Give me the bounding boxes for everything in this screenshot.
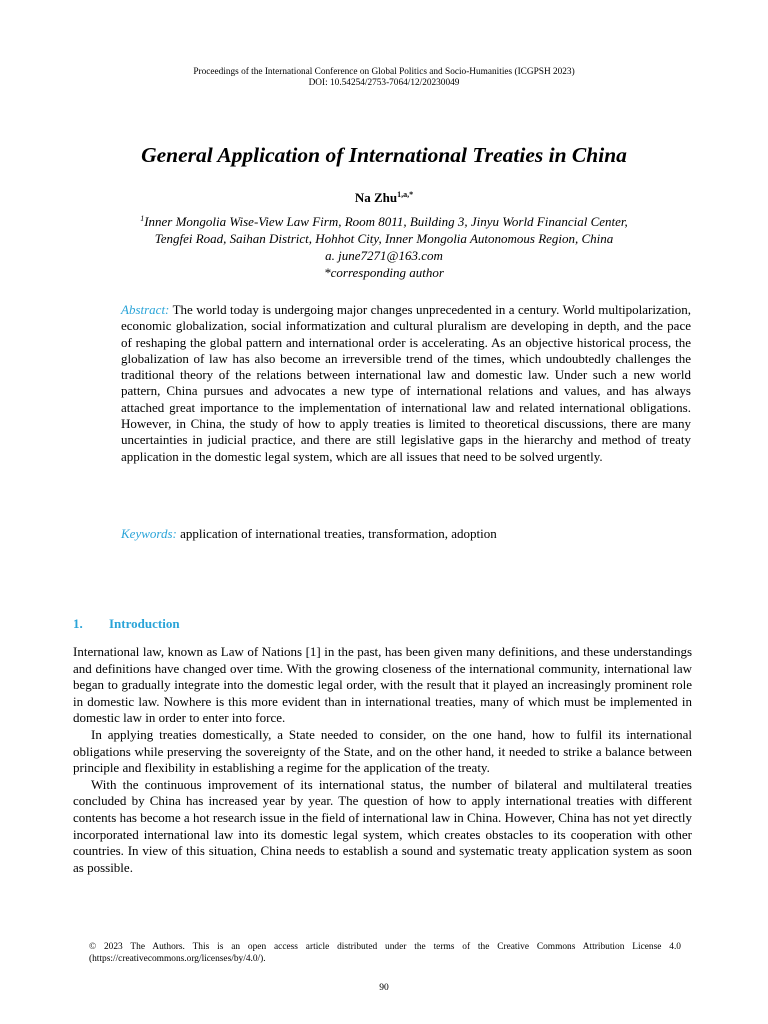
- keywords-label: Keywords:: [121, 526, 177, 541]
- section-title: Introduction: [109, 616, 180, 631]
- affiliation-line-1: $^1$Inner Mongolia Wise-View Law Firm, Room 8011, Building 3, Jinyu World Financial Center,: [140, 214, 628, 229]
- affiliation-line-2: Tengfei Road, Saihan District, Hohhot City, Inner Mongolia Autonomous Region, China: [154, 231, 614, 246]
- affiliation-block: [0, 213, 768, 281]
- abstract: [121, 302, 691, 465]
- author-name: Na Zhu: [354, 190, 398, 205]
- author-email: a. june7271@163.com: [325, 248, 443, 263]
- proceedings-line: Proceedings of the International Conference on Global Politics and Socio-Humanities (ICGPSH 2023): [193, 67, 575, 77]
- body-paragraph: With the continuous improvement of its international status, the number of bilateral and multilateral treaties concluded by China has increased year by year. The question of how to apply international treaties with different contents has become a hot research issue in the field of international law in China. However, China has not yet directly incorporated international law into its domestic legal system, which creates obstacles to its cooperation with other countries. In view of this situation, China needs to establish a sound and systematic treaty application system as soon as possible.: [73, 776, 692, 875]
- author-marks: 1,a,*: [397, 190, 414, 199]
- section-heading: [73, 615, 180, 633]
- doi-line: DOI: 10.54254/2753-7064/12/20230049: [308, 78, 460, 88]
- section-body: [73, 644, 692, 876]
- running-header: [0, 67, 768, 89]
- section-number: 1.: [73, 616, 83, 631]
- affiliation-mark: 1: [140, 214, 145, 223]
- body-paragraph: In applying treaties domestically, a State needed to consider, on the one hand, how to fulfil its international obligations while preserving the sovereignty of the State, and on the other hand, it needed to strike a balance between principle and flexibility in establishing a regime for the application of the treaty.: [73, 726, 692, 776]
- abstract-label: Abstract:: [121, 302, 170, 317]
- author-line: [0, 189, 768, 207]
- abstract-text: The world today is undergoing major changes unprecedented in a century. World multipolarization, economic globalization, social informatization and cultural pluralism are developing in depth, and the pace of reshaping the global pattern and international order is accelerating. As an objective historical process, the globalization of law has also become an irreversible trend of the times, which undoubtedly challenges the traditional theory of the relations between international law and domestic law. Under such a new world pattern, China pursues and advocates a new type of international relations and values, and has always attached great importance to the implementation of international law and related international obligations. However, in China, the study of how to apply treaties is limited to theoretical discussions, there are many uncertainties in judicial practice, and there are still legislative gaps in the hierarchy and method of treaty application in the domestic legal system, which are all issues that need to be solved urgently.: [121, 302, 691, 464]
- keywords: [121, 526, 691, 542]
- page-number: 90: [379, 983, 389, 993]
- license-footnote: © 2023 The Authors. This is an open access article distributed under the terms of the Creative Commons Attribution License 4.0 (https://creativecommons.org/licenses/by/4.0/).: [89, 942, 681, 964]
- body-paragraph: International law, known as Law of Nations [1] in the past, has been given many definitions, and these understandings and definitions have changed over time. With the growing closeness of the international community, international law began to gradually integrate into the domestic legal order, with the result that it played an increasingly prominent role in domestic law. Nowhere is this more evident than in international treaties, many of which must be implemented in domestic law in order to enter into force.: [73, 644, 692, 726]
- keywords-text: application of international treaties, transformation, adoption: [180, 526, 497, 541]
- corresponding-note: *corresponding author: [324, 265, 444, 280]
- paper-title: General Application of International Treaties in China: [141, 143, 627, 167]
